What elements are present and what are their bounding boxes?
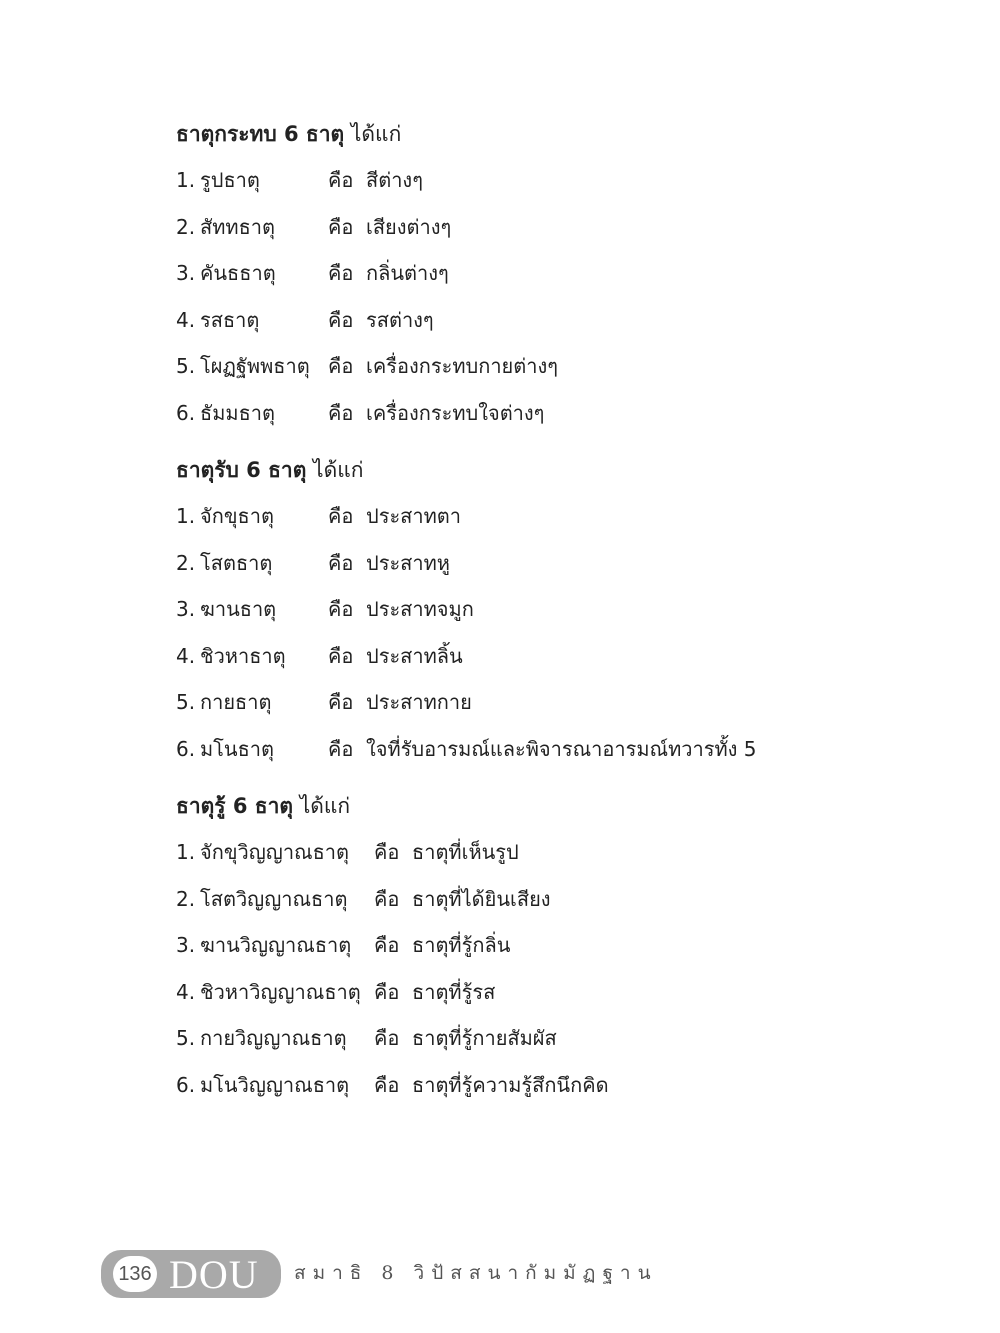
item-desc: สีต่างๆ <box>366 168 423 192</box>
item-desc: ธาตุที่รู้ความรู้สึกนึกคิด <box>412 1072 609 1097</box>
item-term: มโนวิญญาณธาตุ <box>200 1072 350 1097</box>
item-desc: ประสาทหู <box>366 550 450 575</box>
item-number: 2. <box>176 214 196 239</box>
item-term: ชิวหาธาตุ <box>200 643 286 668</box>
item-desc: กลิ่นต่างๆ <box>366 261 449 285</box>
list-item <box>176 735 757 763</box>
item-term: มโนธาตุ <box>200 736 275 761</box>
list-item <box>176 352 558 380</box>
heading-bold: ธาตุกระทบ 6 ธาตุ <box>176 122 345 146</box>
section-heading <box>176 120 558 148</box>
item-number: 4. <box>176 979 196 1004</box>
item-desc: ประสาทกาย <box>366 690 472 714</box>
item-term: กายวิญญาณธาตุ <box>200 1026 347 1050</box>
item-kue: คือ <box>328 354 354 378</box>
item-number: 1. <box>176 840 196 864</box>
item-desc: ธาตุที่รู้รส <box>412 979 496 1004</box>
item-term: จักขุธาตุ <box>200 504 274 528</box>
item-kue: คือ <box>328 597 354 621</box>
item-kue: คือ <box>328 307 354 332</box>
item-number: 5. <box>176 1026 196 1050</box>
item-number: 1. <box>176 168 196 192</box>
item-term: โผฏฐัพพธาตุ <box>200 354 310 378</box>
item-number: 2. <box>176 550 196 575</box>
item-desc: ธาตุที่เห็นรูป <box>412 840 519 864</box>
item-kue: คือ <box>374 1072 400 1097</box>
item-number: 5. <box>176 690 196 714</box>
item-kue: คือ <box>328 643 354 668</box>
item-kue: คือ <box>374 886 400 911</box>
item-term: ธัมมธาตุ <box>200 400 275 425</box>
item-kue: คือ <box>328 168 354 192</box>
item-number: 6. <box>176 1072 196 1097</box>
list-item <box>176 166 558 194</box>
item-kue: คือ <box>328 400 354 425</box>
list-item <box>176 978 609 1006</box>
item-term: จักขุวิญญาณธาตุ <box>200 840 350 864</box>
item-term: สัททธาตุ <box>200 214 275 239</box>
item-desc: ประสาทลิ้น <box>366 643 463 668</box>
list-item <box>176 885 609 913</box>
item-number: 3. <box>176 933 196 957</box>
item-term: ฆานธาตุ <box>200 597 277 621</box>
item-desc: รสต่างๆ <box>366 307 434 332</box>
section-heading <box>176 456 757 484</box>
item-number: 2. <box>176 886 196 911</box>
item-term: รสธาตุ <box>200 307 260 332</box>
item-kue: คือ <box>328 504 354 528</box>
list-item <box>176 259 558 287</box>
item-number: 6. <box>176 400 196 425</box>
item-desc: เครื่องกระทบใจต่างๆ <box>366 400 545 425</box>
item-number: 3. <box>176 261 196 285</box>
heading-bold: ธาตุรู้ 6 ธาตุ <box>176 794 294 818</box>
list-item <box>176 595 757 623</box>
list-item <box>176 213 558 241</box>
list-item <box>176 549 757 577</box>
item-kue: คือ <box>328 736 354 761</box>
heading-rest: ได้แก่ <box>306 458 364 482</box>
item-desc: ประสาทจมูก <box>366 597 474 621</box>
item-desc: ธาตุที่ได้ยินเสียง <box>412 886 551 911</box>
item-number: 4. <box>176 643 196 668</box>
page-footer <box>101 1250 1000 1300</box>
item-term: ฆานวิญญาณธาตุ <box>200 933 352 957</box>
item-number: 4. <box>176 307 196 332</box>
item-kue: คือ <box>374 933 400 957</box>
list-item <box>176 1071 609 1099</box>
dou-logo: DOU <box>169 1252 259 1297</box>
item-term: โสตวิญญาณธาตุ <box>200 886 348 911</box>
item-desc: ใจที่รับอารมณ์และพิจารณาอารมณ์ทวารทั้ง 5 <box>366 736 757 761</box>
heading-rest: ได้แก่ <box>293 794 351 818</box>
item-kue: คือ <box>328 550 354 575</box>
heading-rest: ได้แก่ <box>344 122 402 146</box>
item-number: 6. <box>176 736 196 761</box>
item-desc: ธาตุที่รู้กายสัมผัส <box>412 1026 557 1050</box>
item-number: 5. <box>176 354 196 378</box>
item-term: ชิวหาวิญญาณธาตุ <box>200 979 361 1004</box>
item-number: 1. <box>176 504 196 528</box>
item-desc: ธาตุที่รู้กลิ่น <box>412 933 511 957</box>
item-kue: คือ <box>328 214 354 239</box>
list-item <box>176 642 757 670</box>
item-desc: เสียงต่างๆ <box>366 214 452 239</box>
item-term: โสตธาตุ <box>200 550 273 575</box>
list-item <box>176 838 609 866</box>
section-heading <box>176 792 609 820</box>
section-contact-elements <box>176 120 558 445</box>
item-kue: คือ <box>374 1026 400 1050</box>
item-term: คันธธาตุ <box>200 261 276 285</box>
list-item <box>176 931 609 959</box>
heading-bold: ธาตุรับ 6 ธาตุ <box>176 458 307 482</box>
item-kue: คือ <box>328 261 354 285</box>
list-item <box>176 1024 609 1052</box>
item-term: กายธาตุ <box>200 690 272 714</box>
item-kue: คือ <box>374 840 400 864</box>
section-knowing-elements <box>176 792 609 1117</box>
list-item <box>176 688 757 716</box>
book-title: สมาธิ 8 วิปัสสนากัมมัฏฐาน <box>294 1262 658 1284</box>
item-kue: คือ <box>374 979 400 1004</box>
list-item <box>176 502 757 530</box>
item-number: 3. <box>176 597 196 621</box>
page-number: 136 <box>113 1256 157 1292</box>
item-term: รูปธาตุ <box>200 168 260 192</box>
item-desc: เครื่องกระทบกายต่างๆ <box>366 354 558 378</box>
item-kue: คือ <box>328 690 354 714</box>
list-item <box>176 306 558 334</box>
item-desc: ประสาทตา <box>366 504 462 528</box>
footer-badge <box>101 1250 281 1298</box>
section-receiving-elements <box>176 456 757 781</box>
list-item <box>176 399 558 427</box>
